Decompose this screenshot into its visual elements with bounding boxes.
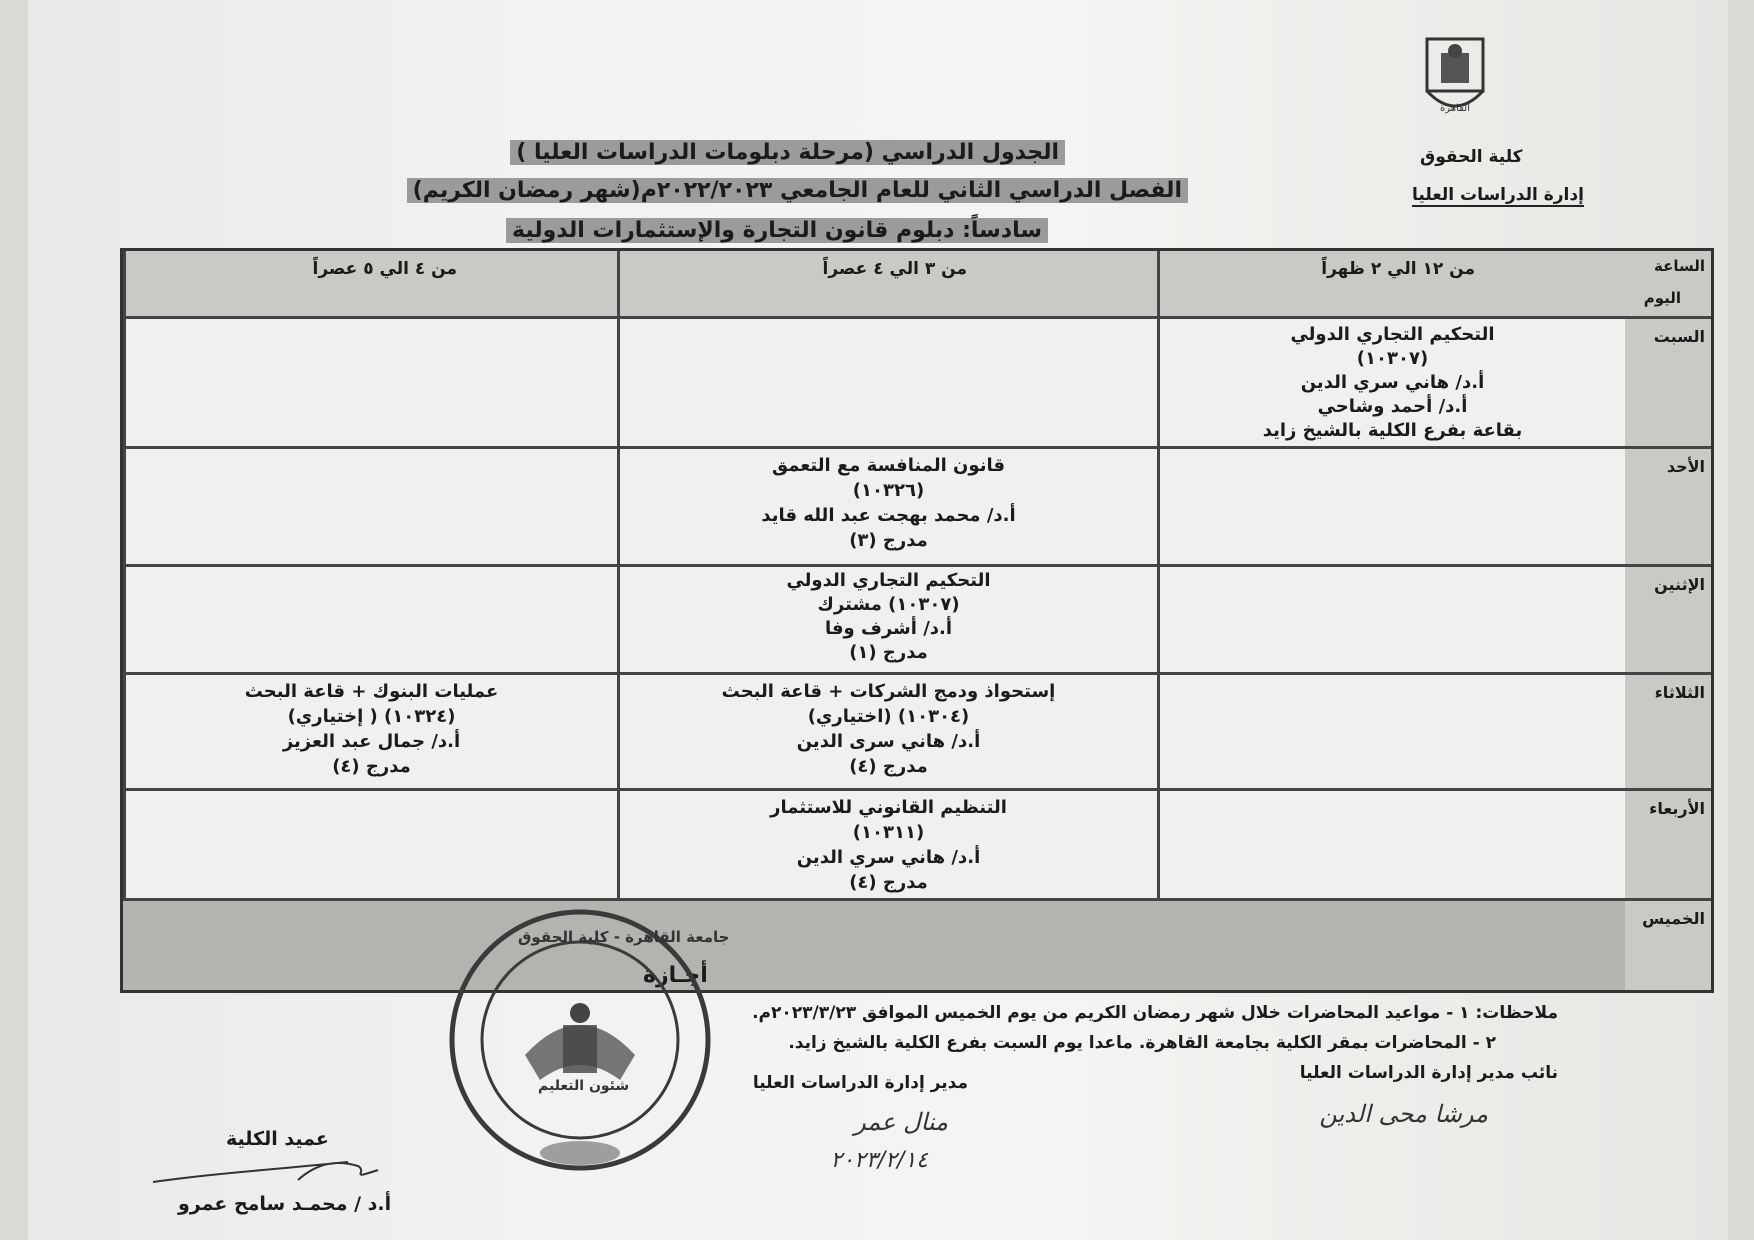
table-row <box>123 567 1711 675</box>
room: بقاعة بفرع الكلية بالشيخ زايد <box>1262 420 1523 441</box>
document-page <box>28 0 1728 1240</box>
course-code: (١٠٣٢٦) <box>852 480 925 501</box>
room: مدرج (٤) <box>849 872 928 893</box>
day-label: الخميس <box>1642 909 1705 928</box>
title-line-1: الجدول الدراسي (مرحلة دبلومات الدراسات العليا ) <box>510 140 1065 165</box>
holiday-label: أجـازة <box>643 963 708 988</box>
lecture-cell <box>617 567 1157 672</box>
course-name: عمليات البنوك + قاعة البحث <box>244 681 499 702</box>
director-title: مدير إدارة الدراسات العليا <box>752 1073 968 1093</box>
course-code: (١٠٣٠٧) <box>1356 348 1429 369</box>
lecture-cell <box>617 791 1157 898</box>
course-name: قانون المنافسة مع التعمق <box>771 455 1006 476</box>
director-signature: منال عمر <box>854 1108 948 1136</box>
course-code: (١٠٣٢٤) ( إختياري) <box>287 706 456 727</box>
course-code: (١٠٣٠٤) (اختياري) <box>807 706 970 727</box>
university-logo-icon <box>1421 35 1489 123</box>
instructor: أ.د/ هاني سرى الدين <box>796 731 981 752</box>
column-header-slot3: من ٤ الي ٥ عصراً <box>123 251 617 316</box>
day-label: السبت <box>1653 327 1705 346</box>
column-header-slot2: من ٣ الي ٤ عصراً <box>617 251 1157 316</box>
empty-cell <box>123 449 617 564</box>
instructor: أ.د/ أشرف وفا <box>824 618 953 639</box>
empty-cell <box>123 319 617 446</box>
note-line-2: ٢ - المحاضرات بمقر الكلية بجامعة القاهرة. ماعدا يوم السبت بفرع الكلية بالشيخ زايد. <box>788 1033 1496 1053</box>
day-label: الإثنين <box>1654 575 1705 594</box>
instructor: أ.د/ هاني سري الدين <box>1300 372 1485 393</box>
stamp-inner-text: شئون التعليم <box>538 1078 630 1094</box>
course-code: (١٠٣٠٧) مشترك <box>817 594 960 615</box>
faculty-name: كلية الحقوق <box>1420 147 1523 167</box>
room: مدرج (٤) <box>849 756 928 777</box>
corner-cell <box>1625 251 1711 316</box>
dean-signature-icon <box>148 1152 388 1192</box>
lecture-cell <box>123 675 617 788</box>
empty-cell <box>1157 449 1625 564</box>
empty-cell <box>617 319 1157 446</box>
schedule-table <box>120 248 1714 993</box>
room: مدرج (٤) <box>332 756 411 777</box>
course-name: التحكيم التجاري الدولي <box>1290 324 1495 345</box>
day-label: الأربعاء <box>1649 799 1705 818</box>
instructor: أ.د/ هاني سري الدين <box>796 847 981 868</box>
department-name: إدارة الدراسات العليا <box>1412 185 1584 205</box>
course-name: التنظيم القانوني للاستثمار <box>770 797 1007 818</box>
svg-text:القاهرة: القاهرة <box>1440 103 1470 114</box>
instructor: أ.د/ محمد بهجت عبد الله قايد <box>761 505 1016 526</box>
table-row <box>123 791 1711 901</box>
dean-title: عميد الكلية <box>226 1128 329 1150</box>
room: مدرج (٣) <box>849 530 928 551</box>
column-header-slot1: من ١٢ الي ٢ ظهراً <box>1157 251 1625 316</box>
course-name: التحكيم التجاري الدولي <box>786 570 991 591</box>
course-code: (١٠٣١١) <box>852 822 925 843</box>
title-line-3: سادساً: دبلوم قانون التجارة والإستثمارات الدولية <box>506 218 1048 243</box>
instructor: أ.د/ جمال عبد العزيز <box>282 731 461 752</box>
empty-cell <box>123 791 617 898</box>
corner-hour-label: الساعة <box>1653 257 1705 275</box>
day-label: الثلاثاء <box>1654 683 1705 702</box>
lecture-cell <box>1157 319 1625 446</box>
day-label: الأحد <box>1666 457 1705 476</box>
dean-name: أ.د / محمـد سامح عمرو <box>178 1193 392 1215</box>
empty-cell <box>123 567 617 672</box>
deputy-director-title: نائب مدير إدارة الدراسات العليا <box>1299 1063 1558 1083</box>
note-line-1: ملاحظات: ١ - مواعيد المحاضرات خلال شهر رمضان الكريم من يوم الخميس الموافق ٢٠٢٣/٣/٢٣م. <box>752 1003 1558 1023</box>
signature-date: ٢٠٢٣/٢/١٤ <box>830 1148 928 1173</box>
instructor: أ.د/ أحمد وشاحي <box>1317 396 1468 417</box>
table-row <box>123 675 1711 791</box>
title-line-2: الفصل الدراسي الثاني للعام الجامعي ٢٠٢٢/٢٠٢٣م(شهر رمضان الكريم) <box>407 178 1188 203</box>
holiday-row <box>123 901 1711 990</box>
stamp-ring-text: جامعة القاهرة - كلية الحقوق <box>518 928 730 946</box>
lecture-cell <box>617 675 1157 788</box>
course-name: إستحواذ ودمج الشركات + قاعة البحث <box>721 681 1056 702</box>
table-row <box>123 449 1711 567</box>
empty-cell <box>1157 567 1625 672</box>
table-row <box>123 319 1711 449</box>
lecture-cell <box>617 449 1157 564</box>
corner-day-label: اليوم <box>1643 289 1681 307</box>
table-header-row <box>123 251 1711 319</box>
deputy-signature: مرشا محى الدين <box>1319 1100 1488 1128</box>
empty-cell <box>1157 791 1625 898</box>
room: مدرج (١) <box>849 642 928 663</box>
empty-cell <box>1157 675 1625 788</box>
